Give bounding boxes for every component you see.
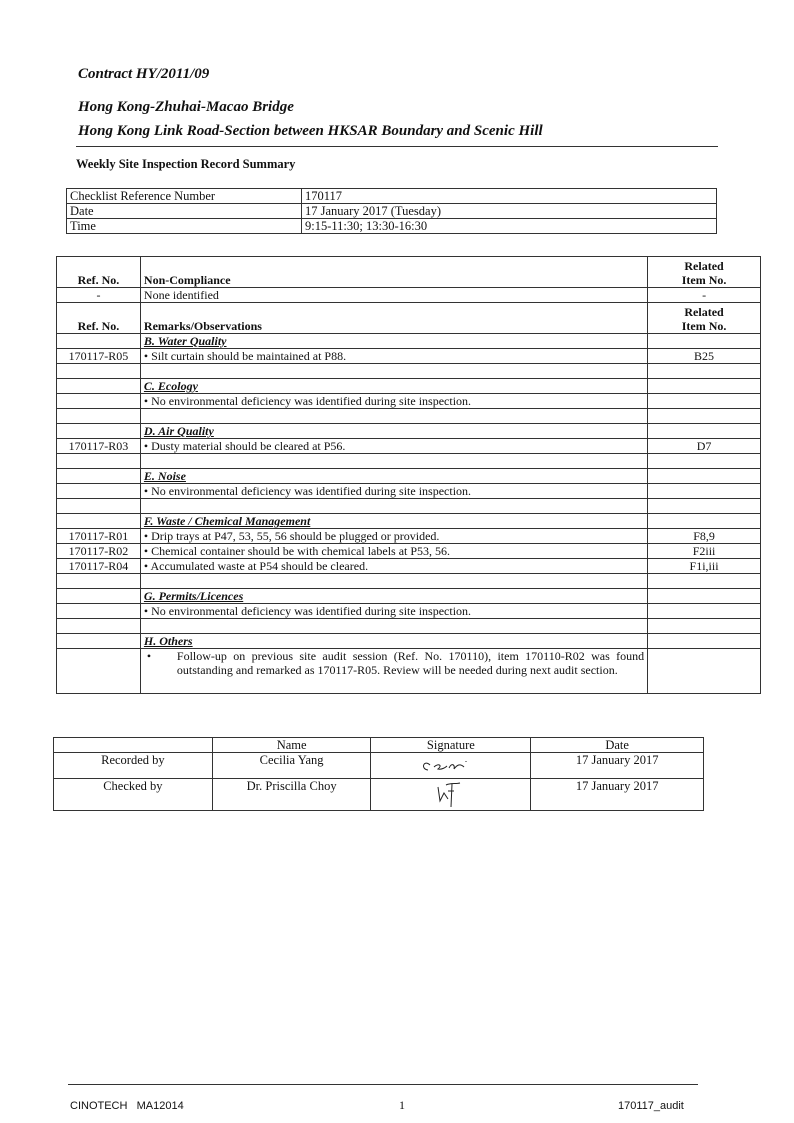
b1-ref: 170117-R05 — [57, 349, 141, 364]
d1-remark: • Dusty material should be cleared at P56. — [140, 439, 647, 454]
footer-left: CINOTECH MA12014 — [70, 1100, 184, 1112]
subproject-title: Hong Kong Link Road-Section between HKSAR Boundary and Scenic Hill — [78, 123, 543, 139]
nc-text: None identified — [140, 288, 647, 303]
checklist-value: 170117 — [302, 189, 717, 204]
checklist-label: Checklist Reference Number — [67, 189, 302, 204]
noncompliance-header: Non-Compliance — [140, 257, 647, 288]
b1-remark: • Silt curtain should be maintained at P88. — [140, 349, 647, 364]
f2-item: F2iii — [648, 544, 761, 559]
name-header: Name — [212, 738, 371, 753]
g1-remark: • No environmental deficiency was identified during site inspection. — [140, 604, 647, 619]
time-value: 9:15-11:30; 13:30-16:30 — [302, 219, 717, 234]
footer-right: 170117_audit — [618, 1100, 684, 1112]
ref-header-2: Ref. No. — [57, 303, 141, 334]
section-ecology: C. Ecology — [140, 379, 647, 394]
section-waste-chemical: F. Waste / Chemical Management — [140, 514, 647, 529]
f3-item: F1i,iii — [648, 559, 761, 574]
h1-remark: • Follow-up on previous site audit session (Ref. No. 170110), item 170110-R02 was found outstanding and remarked as 170117-R05. Review will be needed during next audit section. — [140, 649, 647, 694]
section-others: H. Others — [140, 634, 647, 649]
recorded-signature-mark — [416, 753, 486, 775]
checked-name: Dr. Priscilla Choy — [212, 779, 371, 811]
page-number: 1 — [399, 1098, 405, 1112]
date-label: Date — [67, 204, 302, 219]
section-water-quality: B. Water Quality — [140, 334, 647, 349]
f1-remark: • Drip trays at P47, 53, 55, 56 should be plugged or provided. — [140, 529, 647, 544]
d1-ref: 170117-R03 — [57, 439, 141, 454]
time-label: Time — [67, 219, 302, 234]
f2-remark: • Chemical container should be with chemical labels at P53, 56. — [140, 544, 647, 559]
record-title: Weekly Site Inspection Record Summary — [76, 157, 296, 171]
checked-label: Checked by — [54, 779, 213, 811]
c1-remark: • No environmental deficiency was identified during site inspection. — [140, 394, 647, 409]
recorded-label: Recorded by — [54, 753, 213, 779]
header-rule — [76, 146, 718, 147]
date-value: 17 January 2017 (Tuesday) — [302, 204, 717, 219]
f3-remark: • Accumulated waste at P54 should be cleared. — [140, 559, 647, 574]
f2-ref: 170117-R02 — [57, 544, 141, 559]
d1-item: D7 — [648, 439, 761, 454]
nc-ref: - — [57, 288, 141, 303]
f1-ref: 170117-R01 — [57, 529, 141, 544]
f3-ref: 170117-R04 — [57, 559, 141, 574]
footer-rule — [68, 1084, 698, 1085]
recorded-signature — [371, 753, 531, 779]
checked-signature-mark — [416, 779, 486, 807]
b1-item: B25 — [648, 349, 761, 364]
checked-date: 17 January 2017 — [531, 779, 704, 811]
section-air-quality: D. Air Quality — [140, 424, 647, 439]
signature-header: Signature — [371, 738, 531, 753]
remarks-header: Remarks/Observations — [140, 303, 647, 334]
signoff-table — [53, 737, 704, 811]
section-permits: G. Permits/Licences — [140, 589, 647, 604]
ref-header: Ref. No. — [57, 257, 141, 288]
recorded-date: 17 January 2017 — [531, 753, 704, 779]
project-title: Hong Kong-Zhuhai-Macao Bridge — [78, 99, 294, 115]
info-table — [66, 188, 717, 234]
related-item-header: Related Item No. — [648, 257, 761, 288]
section-noise: E. Noise — [140, 469, 647, 484]
contract-number: Contract HY/2011/09 — [78, 66, 210, 82]
f1-item: F8,9 — [648, 529, 761, 544]
nc-item: - — [648, 288, 761, 303]
checked-signature — [371, 779, 531, 811]
date-header: Date — [531, 738, 704, 753]
inspection-table — [56, 256, 761, 694]
e1-remark: • No environmental deficiency was identified during site inspection. — [140, 484, 647, 499]
related-item-header-2: Related Item No. — [648, 303, 761, 334]
recorded-name: Cecilia Yang — [212, 753, 371, 779]
